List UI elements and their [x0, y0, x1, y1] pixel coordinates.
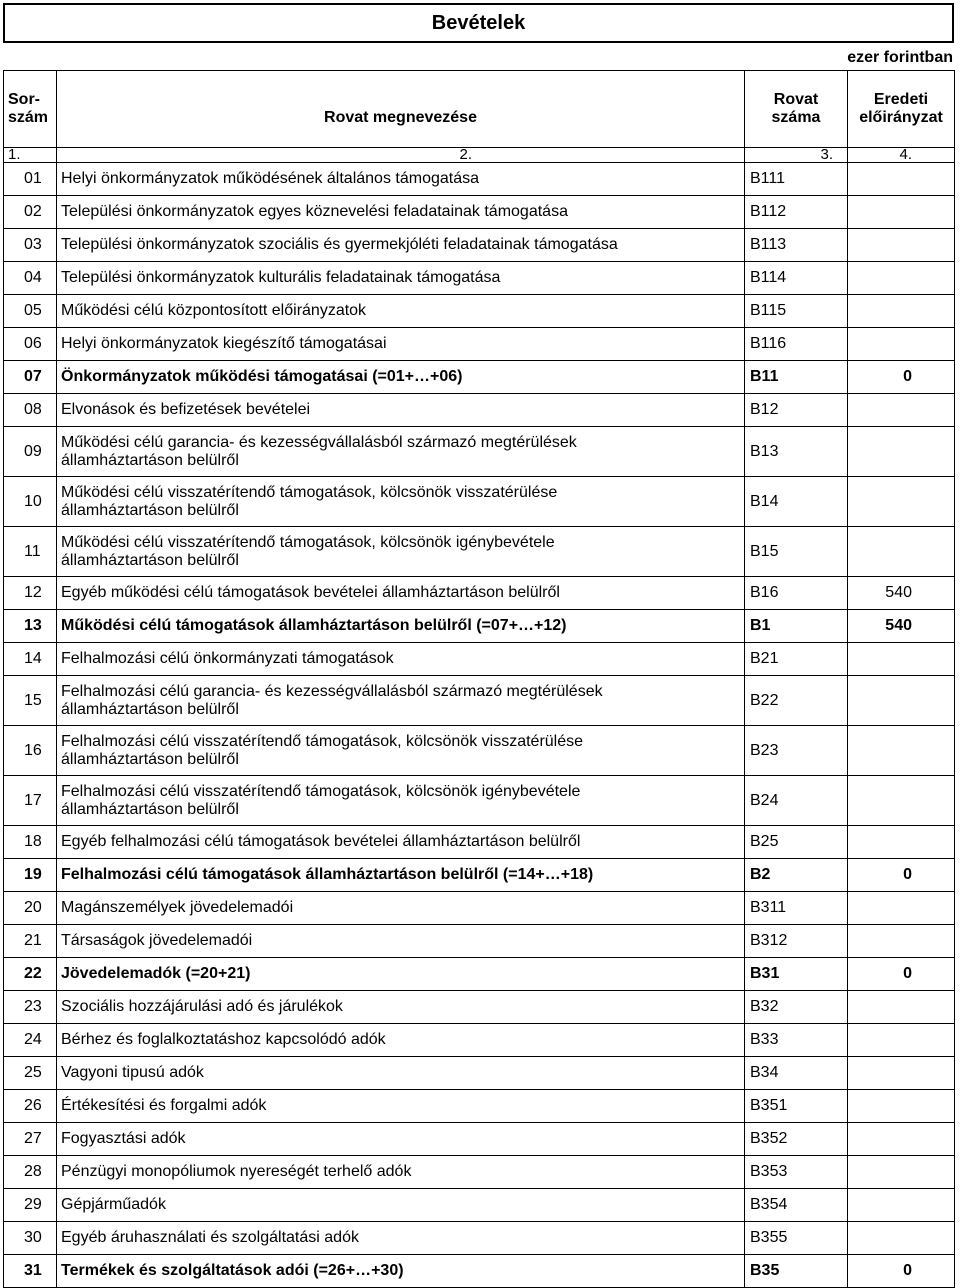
- row-number: 26: [4, 1090, 57, 1123]
- row-item-code: B24: [745, 776, 848, 826]
- row-number: 07: [4, 361, 57, 394]
- row-amount: [848, 726, 955, 776]
- table-row: [4, 477, 955, 527]
- row-amount: [848, 328, 955, 361]
- row-amount: [848, 1090, 955, 1123]
- table-row: [4, 726, 955, 776]
- row-item-name-line1: Működési célú visszatérítendő támogatások, kölcsönök visszatérülése: [61, 483, 558, 501]
- table-row: [4, 1057, 955, 1090]
- row-item-name-line2: államháztartáson belülről: [61, 451, 239, 469]
- table-row: [4, 1189, 955, 1222]
- row-item-name: Vagyoni tipusú adók: [57, 1057, 745, 1090]
- row-number: 20: [4, 892, 57, 925]
- table-row: [4, 1024, 955, 1057]
- row-item-code: B13: [745, 427, 848, 477]
- row-item-name: Működési célú támogatások államháztartáson belülről (=07+…+12): [57, 610, 745, 643]
- row-item-name-line1: Felhalmozási célú visszatérítendő támogatások, kölcsönök igénybevétele: [61, 782, 581, 800]
- row-amount: 0: [848, 361, 955, 394]
- table-row: [4, 676, 955, 726]
- column-index-3: 3.: [745, 148, 848, 163]
- row-item-name-line2: államháztartáson belülről: [61, 750, 239, 768]
- table-row: [4, 610, 955, 643]
- table-row: [4, 1123, 955, 1156]
- row-number: 31: [4, 1255, 57, 1288]
- row-amount: 540: [848, 577, 955, 610]
- table-row: [4, 925, 955, 958]
- row-number: 15: [4, 676, 57, 726]
- header-original-appropriation: [848, 71, 955, 148]
- row-item-name-line1: Működési célú garancia- és kezességvállalásból származó megtérülések: [61, 433, 577, 451]
- row-number: 16: [4, 726, 57, 776]
- row-item-code: B116: [745, 328, 848, 361]
- row-number: 21: [4, 925, 57, 958]
- row-item-name: Jövedelemadók (=20+21): [57, 958, 745, 991]
- row-number: 11: [4, 527, 57, 577]
- row-item-name: Egyéb felhalmozási célú támogatások bevételei államháztartáson belülről: [57, 826, 745, 859]
- row-number: 25: [4, 1057, 57, 1090]
- row-amount: [848, 477, 955, 527]
- table-row: [4, 826, 955, 859]
- table-row: [4, 196, 955, 229]
- row-item-name: Települési önkormányzatok egyes köznevelési feladatainak támogatása: [57, 196, 745, 229]
- row-item-name: Helyi önkormányzatok kiegészítő támogatásai: [57, 328, 745, 361]
- row-amount: [848, 991, 955, 1024]
- row-amount: [848, 1189, 955, 1222]
- column-index-1: 1.: [4, 148, 57, 163]
- row-amount: [848, 1123, 955, 1156]
- table-row: [4, 1222, 955, 1255]
- column-index-4: 4.: [848, 148, 955, 163]
- row-item-name: Helyi önkormányzatok működésének általános támogatása: [57, 163, 745, 196]
- row-number: 04: [4, 262, 57, 295]
- table-row: [4, 527, 955, 577]
- row-number: 10: [4, 477, 57, 527]
- table-row: [4, 361, 955, 394]
- row-amount: [848, 394, 955, 427]
- table-row: [4, 643, 955, 676]
- row-item-name: Működési célú központosított előirányzatok: [57, 295, 745, 328]
- row-item-code: B33: [745, 1024, 848, 1057]
- row-amount: [848, 1222, 955, 1255]
- row-amount: 0: [848, 859, 955, 892]
- row-number: 18: [4, 826, 57, 859]
- row-item-code: B21: [745, 643, 848, 676]
- row-item-code: B114: [745, 262, 848, 295]
- row-item-name: Fogyasztási adók: [57, 1123, 745, 1156]
- row-item-name: [57, 676, 745, 726]
- row-number: 28: [4, 1156, 57, 1189]
- row-amount: [848, 427, 955, 477]
- row-item-name: Felhalmozási célú támogatások államháztartáson belülről (=14+…+18): [57, 859, 745, 892]
- row-amount: [848, 229, 955, 262]
- header-row-number-text: Sor- szám: [8, 91, 49, 126]
- row-item-name: Egyéb áruhasználati és szolgáltatási adók: [57, 1222, 745, 1255]
- row-item-code: B351: [745, 1090, 848, 1123]
- row-amount: [848, 1057, 955, 1090]
- row-item-code: B355: [745, 1222, 848, 1255]
- row-number: 05: [4, 295, 57, 328]
- row-item-name: Települési önkormányzatok kulturális feladatainak támogatása: [57, 262, 745, 295]
- table-row: [4, 859, 955, 892]
- row-number: 22: [4, 958, 57, 991]
- header-item-name: Rovat megnevezése: [57, 71, 745, 148]
- table-row: [4, 892, 955, 925]
- row-item-code: B32: [745, 991, 848, 1024]
- row-number: 30: [4, 1222, 57, 1255]
- row-amount: [848, 295, 955, 328]
- table-row: [4, 991, 955, 1024]
- row-number: 08: [4, 394, 57, 427]
- header-item-code: [745, 71, 848, 148]
- row-amount: 540: [848, 610, 955, 643]
- row-item-name: Termékek és szolgáltatások adói (=26+…+30): [57, 1255, 745, 1288]
- row-number: 12: [4, 577, 57, 610]
- row-item-name-line2: államháztartáson belülről: [61, 501, 239, 519]
- row-item-code: B113: [745, 229, 848, 262]
- row-number: 19: [4, 859, 57, 892]
- table-row: [4, 1156, 955, 1189]
- row-amount: [848, 676, 955, 726]
- row-item-code: B35: [745, 1255, 848, 1288]
- row-item-code: B12: [745, 394, 848, 427]
- table-row: [4, 229, 955, 262]
- row-item-name-line1: Felhalmozási célú garancia- és kezességvállalásból származó megtérülések: [61, 682, 603, 700]
- row-item-name: [57, 726, 745, 776]
- row-item-name: Magánszemélyek jövedelemadói: [57, 892, 745, 925]
- table-row: [4, 295, 955, 328]
- row-item-name: Gépjárműadók: [57, 1189, 745, 1222]
- row-number: 03: [4, 229, 57, 262]
- row-number: 06: [4, 328, 57, 361]
- table-row: [4, 328, 955, 361]
- row-amount: [848, 1156, 955, 1189]
- row-item-code: B15: [745, 527, 848, 577]
- table-row: [4, 958, 955, 991]
- row-item-code: B353: [745, 1156, 848, 1189]
- row-amount: [848, 1024, 955, 1057]
- table-row: [4, 1255, 955, 1288]
- row-item-name: Elvonások és befizetések bevételei: [57, 394, 745, 427]
- row-item-code: B11: [745, 361, 848, 394]
- row-item-code: B22: [745, 676, 848, 726]
- header-row-number: [4, 71, 57, 148]
- row-item-code: B312: [745, 925, 848, 958]
- table-row: [4, 163, 955, 196]
- table-header-row: [4, 71, 955, 148]
- row-number: 01: [4, 163, 57, 196]
- row-amount: [848, 527, 955, 577]
- row-number: 27: [4, 1123, 57, 1156]
- table-row: [4, 577, 955, 610]
- row-number: 02: [4, 196, 57, 229]
- row-item-code: B14: [745, 477, 848, 527]
- row-item-name: [57, 527, 745, 577]
- row-number: 29: [4, 1189, 57, 1222]
- row-item-code: B31: [745, 958, 848, 991]
- row-item-name: [57, 776, 745, 826]
- row-item-name-line2: államháztartáson belülről: [61, 551, 239, 569]
- row-item-name: [57, 477, 745, 527]
- table-row: [4, 394, 955, 427]
- header-item-code-text: Rovat száma: [771, 91, 821, 126]
- table-row: [4, 262, 955, 295]
- row-item-name: [57, 427, 745, 477]
- row-item-code: B2: [745, 859, 848, 892]
- row-amount: [848, 892, 955, 925]
- row-amount: [848, 163, 955, 196]
- page-title: Bevételek: [3, 3, 954, 43]
- row-amount: 0: [848, 1255, 955, 1288]
- column-index-row: [4, 148, 955, 163]
- row-item-code: B25: [745, 826, 848, 859]
- row-amount: [848, 643, 955, 676]
- row-item-code: B34: [745, 1057, 848, 1090]
- row-item-code: B112: [745, 196, 848, 229]
- row-amount: 0: [848, 958, 955, 991]
- row-item-name: Szociális hozzájárulási adó és járulékok: [57, 991, 745, 1024]
- row-item-code: B111: [745, 163, 848, 196]
- row-number: 13: [4, 610, 57, 643]
- row-number: 14: [4, 643, 57, 676]
- row-item-code: B1: [745, 610, 848, 643]
- row-amount: [848, 925, 955, 958]
- row-item-name: Települési önkormányzatok szociális és gyermekjóléti feladatainak támogatása: [57, 229, 745, 262]
- row-item-name: Egyéb működési célú támogatások bevételei államháztartáson belülről: [57, 577, 745, 610]
- row-amount: [848, 776, 955, 826]
- table-row: [4, 776, 955, 826]
- table-row: [4, 1090, 955, 1123]
- row-item-code: B352: [745, 1123, 848, 1156]
- row-item-name-line1: Felhalmozási célú visszatérítendő támogatások, kölcsönök visszatérülése: [61, 732, 584, 750]
- row-item-name-line2: államháztartáson belülről: [61, 800, 239, 818]
- row-amount: [848, 826, 955, 859]
- row-item-name-line2: államháztartáson belülről: [61, 700, 239, 718]
- unit-label: ezer forintban: [847, 49, 953, 66]
- row-item-name: Felhalmozási célú önkormányzati támogatások: [57, 643, 745, 676]
- row-item-name: Pénzügyi monopóliumok nyereségét terhelő adók: [57, 1156, 745, 1189]
- header-original-appropriation-text: Eredeti előirányzat: [859, 91, 943, 126]
- revenue-table: [3, 70, 955, 1288]
- row-item-name: Bérhez és foglalkoztatáshoz kapcsolódó adók: [57, 1024, 745, 1057]
- row-number: 17: [4, 776, 57, 826]
- column-index-2: 2.: [57, 148, 745, 163]
- table-row: [4, 427, 955, 477]
- row-item-code: B16: [745, 577, 848, 610]
- row-item-name: Önkormányzatok működési támogatásai (=01+…+06): [57, 361, 745, 394]
- row-item-code: B354: [745, 1189, 848, 1222]
- row-item-code: B311: [745, 892, 848, 925]
- row-number: 23: [4, 991, 57, 1024]
- row-number: 09: [4, 427, 57, 477]
- row-amount: [848, 262, 955, 295]
- table-body: [4, 163, 955, 1288]
- row-item-code: B115: [745, 295, 848, 328]
- row-item-name: Értékesítési és forgalmi adók: [57, 1090, 745, 1123]
- row-item-code: B23: [745, 726, 848, 776]
- row-number: 24: [4, 1024, 57, 1057]
- row-item-name-line1: Működési célú visszatérítendő támogatások, kölcsönök igénybevétele: [61, 533, 555, 551]
- row-amount: [848, 196, 955, 229]
- row-item-name: Társaságok jövedelemadói: [57, 925, 745, 958]
